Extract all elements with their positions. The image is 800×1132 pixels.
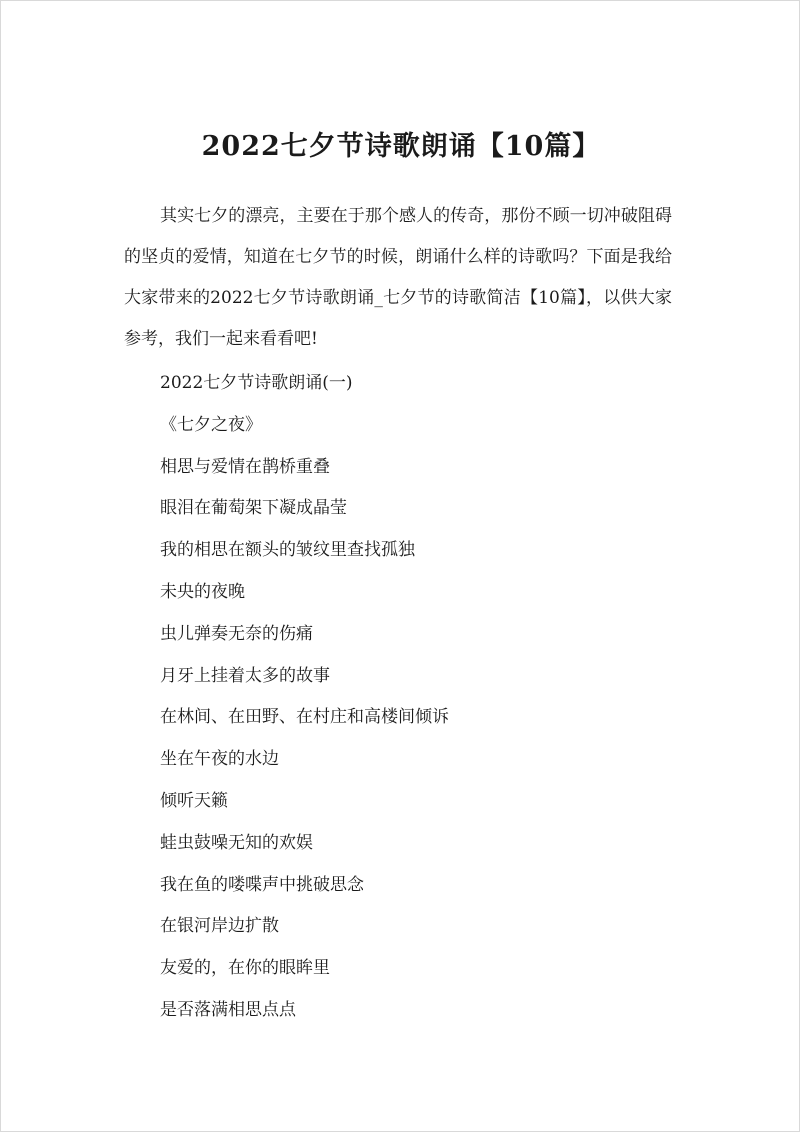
poem-line: 相思与爱情在鹊桥重叠: [160, 456, 330, 477]
poem-line: 虫儿弹奏无奈的伤痛: [160, 623, 313, 644]
poem-line: 是否落满相思点点: [160, 999, 296, 1020]
poem-line: 我在鱼的喽喋声中挑破思念: [160, 874, 364, 895]
poem-line: 坐在午夜的水边: [160, 749, 279, 770]
poem-line: 在林间、在田野、在村庄和高楼间倾诉: [160, 707, 449, 728]
poem-line: 友爱的，在你的眼眸里: [160, 958, 330, 979]
document-title: 2022七夕节诗歌朗诵【10篇】: [201, 131, 601, 162]
poem-line: 我的相思在额头的皱纹里查找孤独: [160, 540, 415, 561]
poem-line: 月牙上挂着太多的故事: [160, 665, 330, 686]
poem-line: 《七夕之夜》: [160, 414, 262, 435]
poem-line: 眼泪在葡萄架下凝成晶莹: [160, 498, 347, 519]
poem-line: 蛙虫鼓噪无知的欢娱: [160, 832, 313, 853]
poem-line: 倾听天籁: [160, 790, 228, 811]
poem-lines: [160, 363, 449, 1032]
intro-paragraph: 其实七夕的漂亮，主要在于那个感人的传奇，那份不顾一切冲破阻碍的坚贞的爱情，知道在七夕节的时候，朗诵什么样的诗歌吗？下面是我给大家带来的2022七夕节诗歌朗诵_七夕节的诗歌简洁【10篇】，以供大家参考，我们一起来看看吧!: [124, 206, 672, 349]
poem-line: 在银河岸边扩散: [160, 916, 279, 937]
poem-line: 未央的夜晚: [160, 581, 245, 602]
poem-line: 2022七夕节诗歌朗诵(一): [160, 373, 353, 393]
